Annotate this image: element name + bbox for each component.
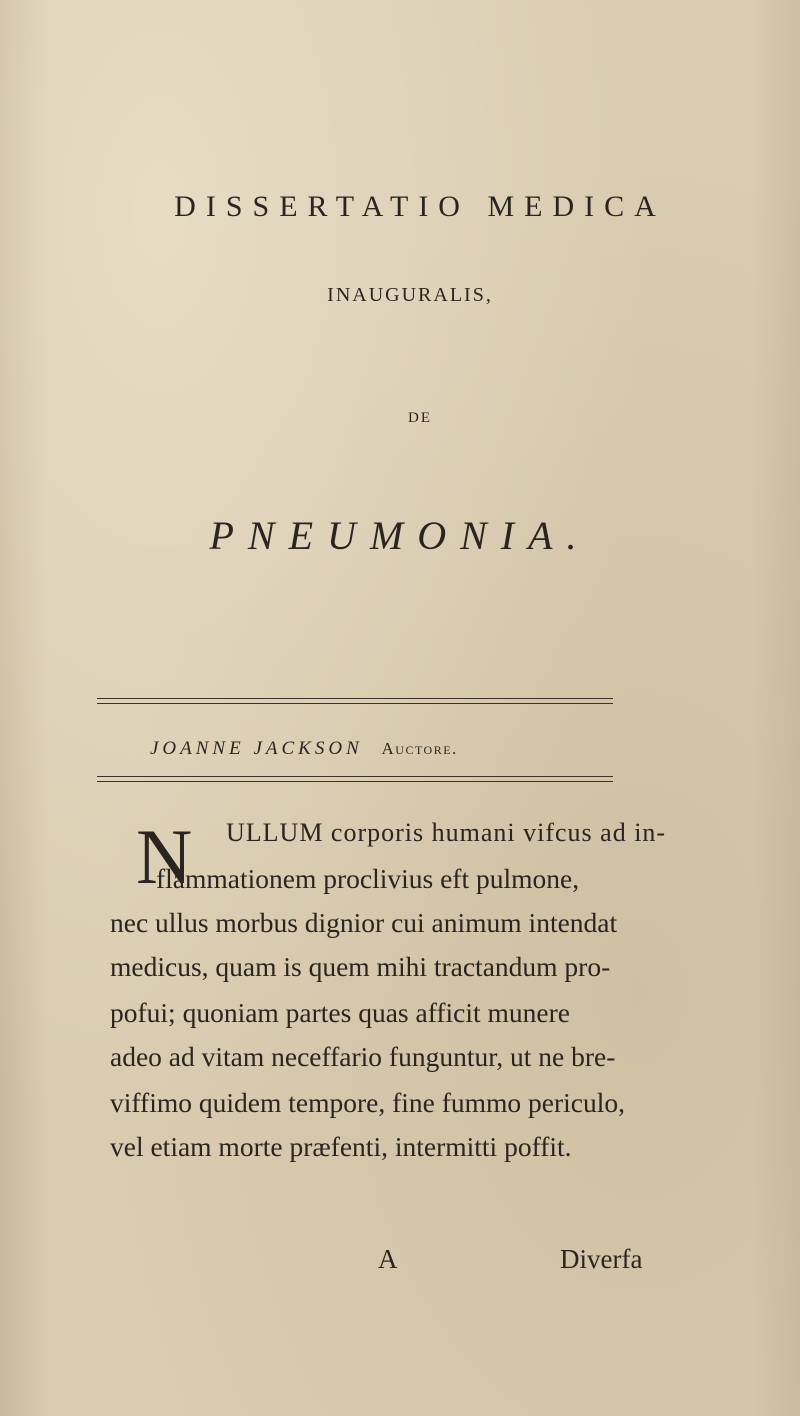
preposition-de: DE (408, 410, 432, 426)
dissertation-subtitle: INAUGURALIS, (327, 284, 493, 306)
catchword: Diverfa (560, 1244, 643, 1274)
bottom-rule (97, 781, 613, 782)
body-line-2: flammationem proclivius eft pulmone, (156, 863, 580, 894)
dissertation-topic: PNEUMONIA. (209, 513, 591, 558)
dissertation-title: DISSERTATIO MEDICA (174, 190, 666, 223)
body-line-3: nec ullus morbus dignior cui animum intendat (110, 907, 618, 938)
body-line-1: ULLUM corporis humani vifcus ad in- (226, 818, 667, 847)
body-line-7: viffimo quidem tempore, fine fummo periculo, (110, 1087, 625, 1118)
body-line-8: vel etiam morte præfenti, intermitti poffit. (110, 1131, 572, 1162)
signature-mark: A (378, 1244, 398, 1274)
drop-cap-letter: N (136, 813, 193, 900)
top-rule (97, 698, 613, 699)
bottom-rule-inner (97, 776, 613, 777)
author-role: Auctore. (381, 739, 458, 758)
author-line (150, 738, 620, 760)
body-line-5: pofui; quoniam partes quas afficit munere (110, 997, 570, 1028)
author-name: JOANNE JACKSON (150, 738, 363, 759)
body-line-6: adeo ad vitam neceffario funguntur, ut ne bre- (110, 1041, 616, 1072)
body-line-4: medicus, quam is quem mihi tractandum pro- (110, 951, 611, 982)
top-rule-inner (97, 703, 613, 704)
